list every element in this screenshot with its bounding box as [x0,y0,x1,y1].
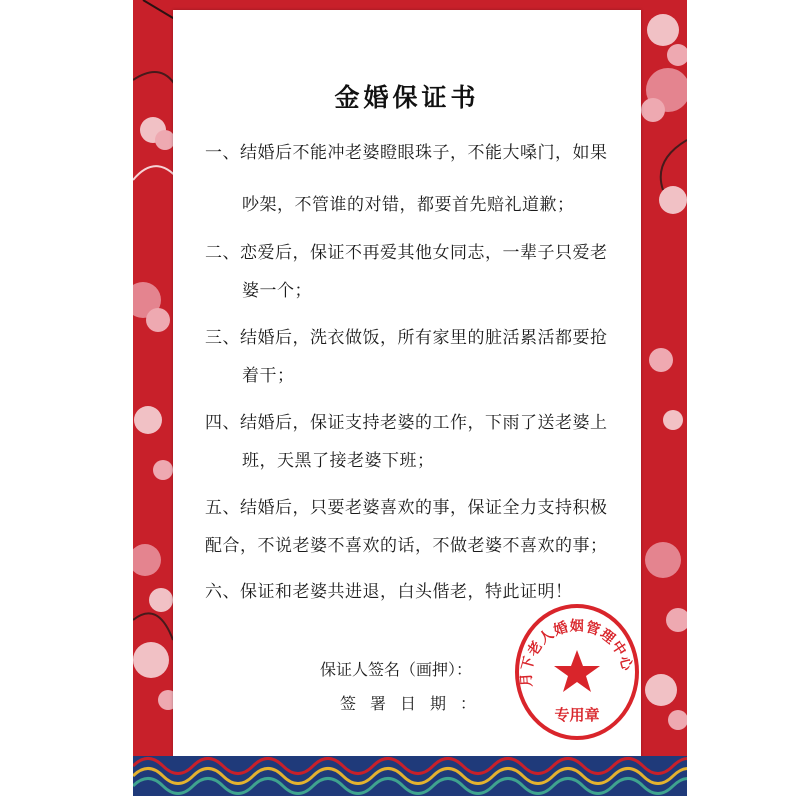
clause-line: 婆一个； [242,281,312,301]
clause-line: 四、结婚后，保证支持老婆的工作，下雨了送老婆上 [205,413,608,433]
clause-line: 配合，不说老婆不喜欢的话，不做老婆不喜欢的事； [205,536,608,556]
official-seal [513,602,641,742]
clause-line: 三、结婚后，洗衣做饭，所有家里的脏活累活都要抢 [205,328,608,348]
seal-star-icon [554,650,600,692]
date-label: 签署日期： [340,694,491,713]
seal-bottom-text: 专用章 [554,706,600,724]
wave-border-icon [133,756,687,796]
clause-line: 六、保证和老婆共进退，白头偕老，特此证明！ [205,582,573,602]
certificate-poster [133,0,687,796]
clause-line: 一、结婚后不能冲老婆瞪眼珠子，不能大嗓门，如果 [205,143,608,163]
clause-line: 二、恋爱后，保证不再爱其他女同志，一辈子只爱老 [205,243,608,263]
certificate-paper [173,10,641,768]
seal-ring-text: 月下老人婚姻管理中心 [518,618,636,688]
clause-line: 着干； [242,366,295,386]
clause-line: 班，天黑了接老婆下班； [242,451,435,471]
signature-label: 保证人签名（画押）： [320,660,473,679]
certificate-title: 金婚保证书 [334,83,480,112]
clause-line: 吵架，不管谁的对错，都要首先赔礼道歉； [242,195,575,215]
clause-line: 五、结婚后，只要老婆喜欢的事，保证全力支持积极 [205,498,608,518]
